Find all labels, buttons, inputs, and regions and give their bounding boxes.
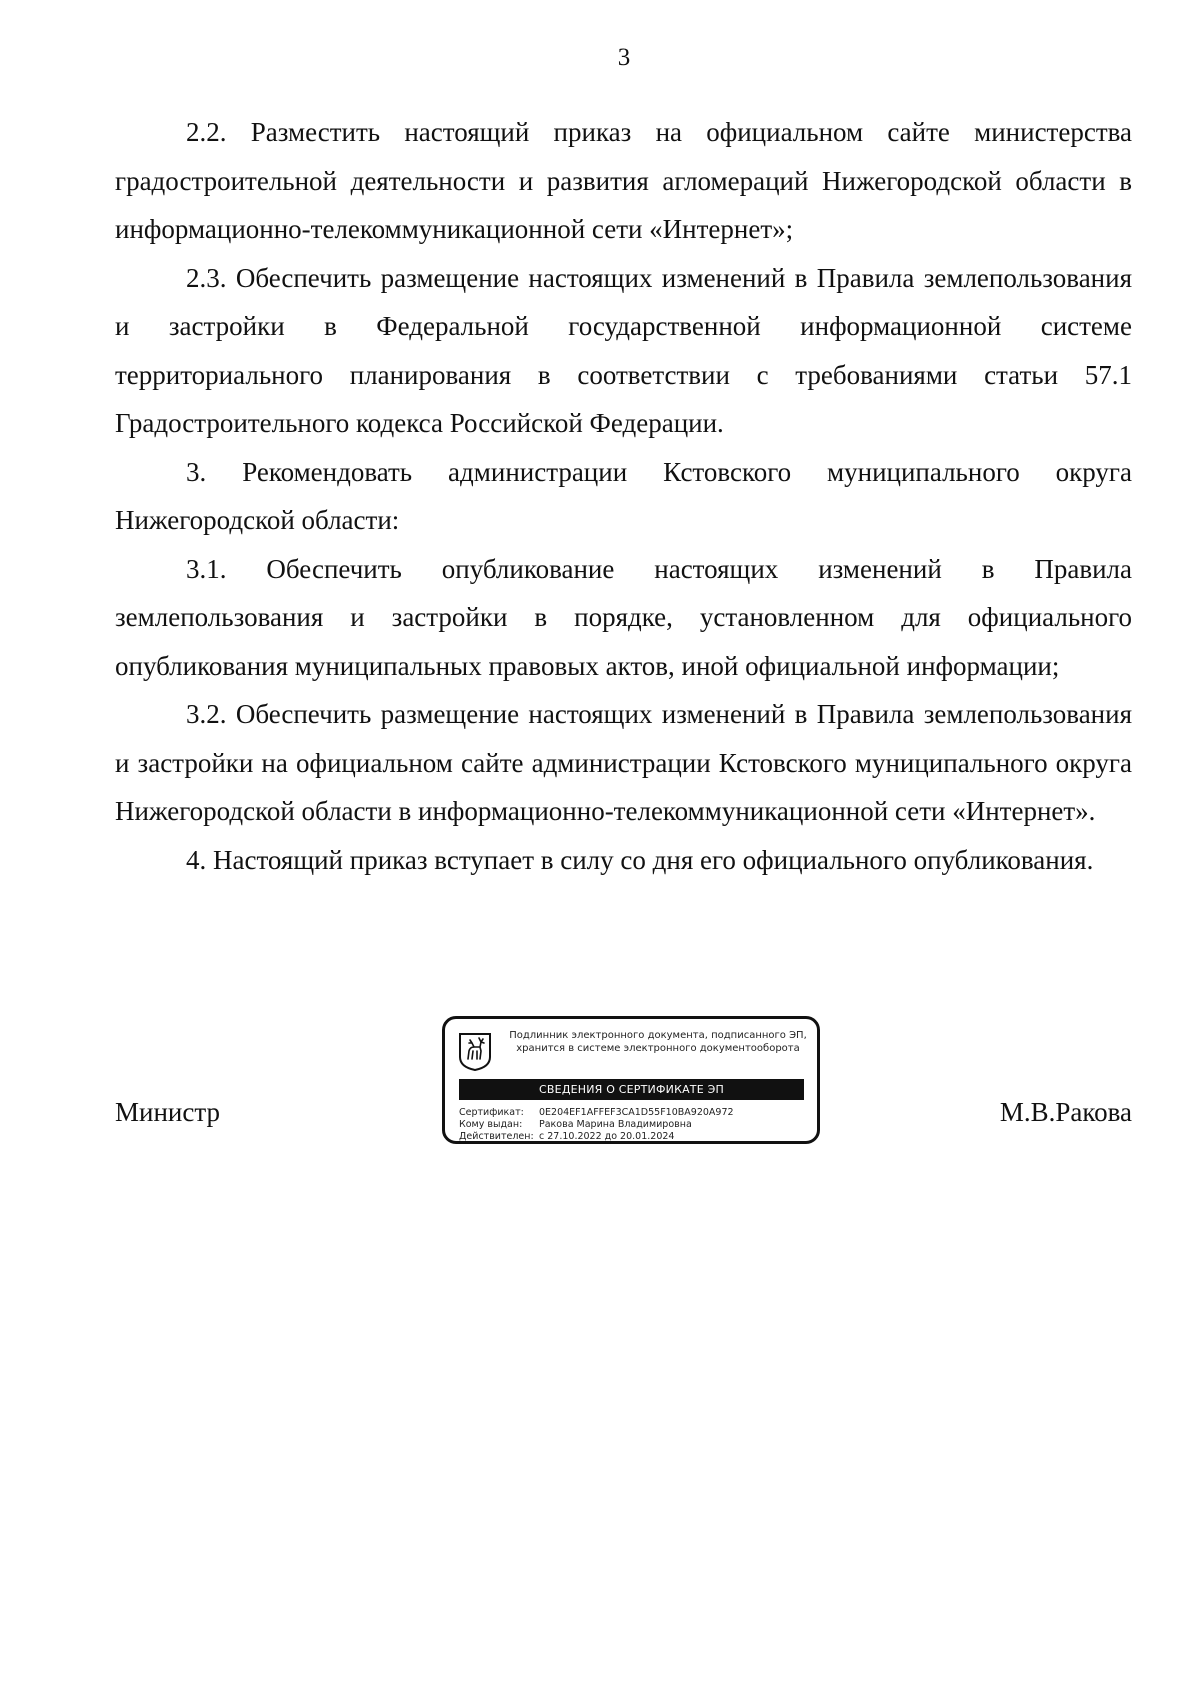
stamp-notice-line-2: хранится в системе электронного документооборота (516, 1043, 800, 1054)
signatory-title: Министр (115, 1097, 220, 1127)
validity-row (459, 1131, 809, 1143)
issued-to-row (459, 1119, 809, 1131)
paragraph-3-1: 3.1. Обеспечить опубликование настоящих изменений в Правила землепользования и застройки в порядке, установленном для официального опубликования муниципальных правовых актов, иной официальной информации; (115, 553, 1132, 681)
certificate-label: Сертификат: (459, 1107, 524, 1118)
issued-to-value: Ракова Марина Владимировна (539, 1119, 692, 1130)
page-number: 3 (617, 44, 631, 71)
signatory-name: М.В.Ракова (999, 1097, 1132, 1127)
signature-block (115, 1016, 1132, 1166)
paragraph-3-2: 3.2. Обеспечить размещение настоящих изменений в Правила землепользования и застройки на официальном сайте администрации Кстовского муниципального округа Нижегородской области в информационно-телекоммуникационной сети «Интернет». (115, 699, 1132, 826)
certificate-value: 0E204EF1AFFEF3CA1D55F10BA920A972 (539, 1107, 734, 1118)
document-body (115, 108, 1132, 884)
paragraph-2-2: 2.2. Разместить настоящий приказ на официальном сайте министерства градостроительной деятельности и развития агломераций Нижегородской области в информационно-телекоммуникационной сети «Интернет»; (115, 117, 1132, 244)
paragraph-2-3: 2.3. Обеспечить размещение настоящих изменений в Правила землепользования и застройки в Федеральной государственной информационной системе территориального планирования в соответствии с требованиями статьи 57.1 Градостроительного кодекса Российской Федерации. (115, 262, 1132, 438)
paragraph-3: 3. Рекомендовать администрации Кстовского муниципального округа Нижегородской области: (115, 456, 1132, 535)
certificate-details (459, 1107, 809, 1143)
validity-value: с 27.10.2022 до 20.01.2024 (539, 1131, 675, 1142)
validity-label: Действителен: (459, 1131, 534, 1142)
issued-to-label: Кому выдан: (459, 1119, 523, 1130)
deer-coat-of-arms-icon (459, 1033, 491, 1071)
certificate-row (459, 1107, 809, 1119)
stamp-notice (499, 1029, 817, 1055)
paragraph-4: 4. Настоящий приказ вступает в силу со дня его официального опубликования. (186, 844, 1094, 875)
certificate-banner: СВЕДЕНИЯ О СЕРТИФИКАТЕ ЭП (459, 1079, 804, 1100)
electronic-signature-stamp (442, 1016, 820, 1144)
stamp-notice-line-1: Подлинник электронного документа, подписанного ЭП, (509, 1030, 807, 1041)
